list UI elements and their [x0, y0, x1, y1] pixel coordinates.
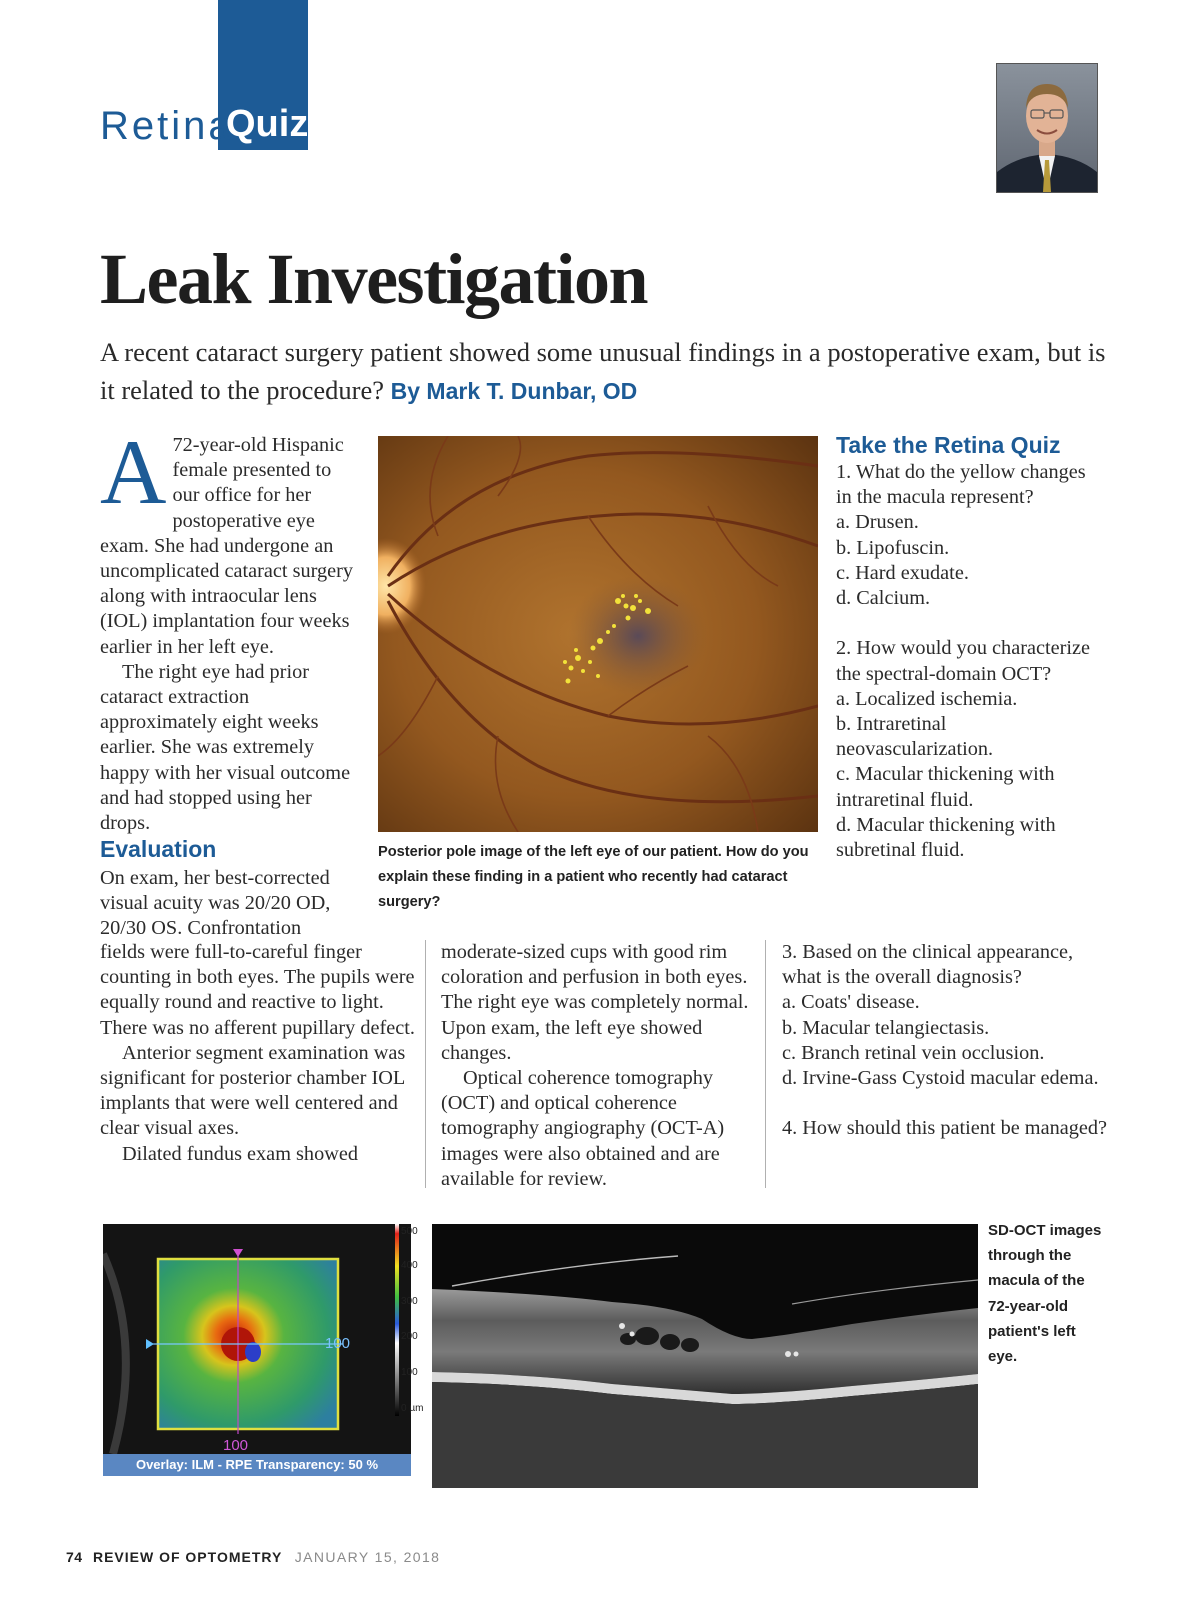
quiz-answer: c. Hard exudate. — [836, 561, 969, 584]
quiz-answer: b. Macular telangiectasis. — [782, 1016, 990, 1039]
scale-label: 500 — [401, 1226, 418, 1237]
fundus-photo — [378, 436, 818, 832]
page-footer — [66, 1549, 440, 1565]
scale-label: 400 — [401, 1260, 418, 1271]
issue-date: JANUARY 15, 2018 — [294, 1549, 441, 1565]
paragraph-dilated: Dilated fundus exam showed — [122, 1142, 358, 1165]
subtitle-text: A recent cataract surgery patient showed some unusual findings in a postoperative exam, but is it related to the procedure? — [100, 337, 1106, 405]
scale-label: 0 µm — [401, 1403, 423, 1414]
quiz-answer: a. Drusen. — [836, 511, 919, 534]
scale-label: 200 — [401, 1331, 418, 1342]
dropcap: A — [100, 421, 167, 523]
quiz-q3-q4 — [782, 940, 1112, 1142]
quiz-answer: a. Localized ischemia. — [836, 687, 1018, 710]
quiz-answer: d. Macular thickening with subretinal fluid. — [836, 813, 1056, 862]
column-divider — [765, 940, 766, 1188]
thickness-color-scale — [395, 1224, 423, 1416]
quiz-q1-q2 — [836, 460, 1106, 863]
magazine-name: REVIEW OF OPTOMETRY — [92, 1549, 283, 1565]
evaluation-heading: Evaluation — [100, 836, 217, 862]
quiz-answer: c. Macular thickening with intraretinal fluid. — [836, 763, 1055, 811]
quiz-question-1: 1. What do the yellow changes in the macula represent? — [836, 461, 1086, 509]
quiz-answer: a. Coats' disease. — [782, 991, 920, 1014]
article-title: Leak Investigation — [100, 239, 648, 319]
paragraph-right-eye: The right eye had prior cataract extraction approximately eight weeks earlier. She was extremely happy with her visual outcome and had stopped using her drops. — [100, 660, 351, 835]
quiz-question-2: 2. How would you characterize the spectral-domain OCT? — [836, 637, 1090, 685]
quiz-answer: d. Irvine-Gass Cystoid macular edema. — [782, 1067, 1099, 1090]
oct-caption: SD-OCT images through the macula of the 72-year-old patient's left eye. — [988, 1222, 1102, 1366]
map-overlay-label: Overlay: ILM - RPE Transparency: 50 % — [103, 1454, 411, 1476]
scale-label: 100 — [401, 1367, 418, 1378]
intro-paragraph: 72-year-old Hispanic female presented to our office for her postoperative eye exam. She had undergone an uncomplicated cataract surgery along with intraocular lens (IOL) implantation four weeks earlier in her left eye. — [100, 434, 354, 658]
header-tab-quiz: Quiz — [226, 103, 309, 145]
paragraph-oct: Optical coherence tomography (OCT) and optical coherence tomography angiography (OCT-A) images were also obtained and are available for review. — [441, 1067, 725, 1190]
paragraph-exam-start: On exam, her best-corrected visual acuity was 20/20 OD, 20/30 OS. Confrontation — [100, 867, 331, 940]
scale-label: 300 — [401, 1296, 418, 1307]
body-col1-lower — [100, 940, 420, 1167]
paragraph-exam-cont: fields were full-to-careful finger counting in both eyes. The pupils were equally round and reactive to light. There was no afferent pupillary defect. — [100, 941, 415, 1039]
page-number: 74 — [66, 1549, 83, 1565]
map-axis-right: 100 — [325, 1335, 351, 1352]
column-divider — [425, 940, 426, 1188]
paragraph-anterior: Anterior segment examination was significant for posterior chamber IOL implants that were well centered and clear visual axes. — [100, 1041, 406, 1140]
map-axis-bottom: 100 — [223, 1437, 249, 1454]
quiz-answer: d. Calcium. — [836, 587, 931, 610]
article-subtitle — [100, 333, 1110, 410]
quiz-question-3: 3. Based on the clinical appearance, what is the overall diagnosis? — [782, 941, 1074, 989]
oct-thickness-map — [103, 1224, 411, 1476]
fundus-caption: Posterior pole image of the left eye of our patient. How do you explain these finding in a patient who recently had cataract surgery? — [378, 844, 809, 910]
oct-bscan-image — [432, 1224, 978, 1488]
quiz-question-4: 4. How should this patient be managed? — [782, 1117, 1107, 1140]
author-photo — [996, 63, 1098, 193]
quiz-heading: Take the Retina Quiz — [836, 432, 1061, 458]
body-col1-intro — [100, 421, 358, 836]
paragraph-cups: moderate-sized cups with good rim coloration and perfusion in both eyes. The right eye was completely normal. Upon exam, the left eye showed changes. — [441, 941, 749, 1064]
byline: By Mark T. Dunbar, OD — [390, 378, 638, 404]
quiz-answer: b. Intraretinal neovascularization. — [836, 713, 994, 761]
header-brand-retina: Retina — [100, 104, 234, 148]
body-col2 — [441, 940, 756, 1192]
quiz-answer: b. Lipofuscin. — [836, 536, 950, 559]
quiz-answer: c. Branch retinal vein occlusion. — [782, 1041, 1045, 1064]
